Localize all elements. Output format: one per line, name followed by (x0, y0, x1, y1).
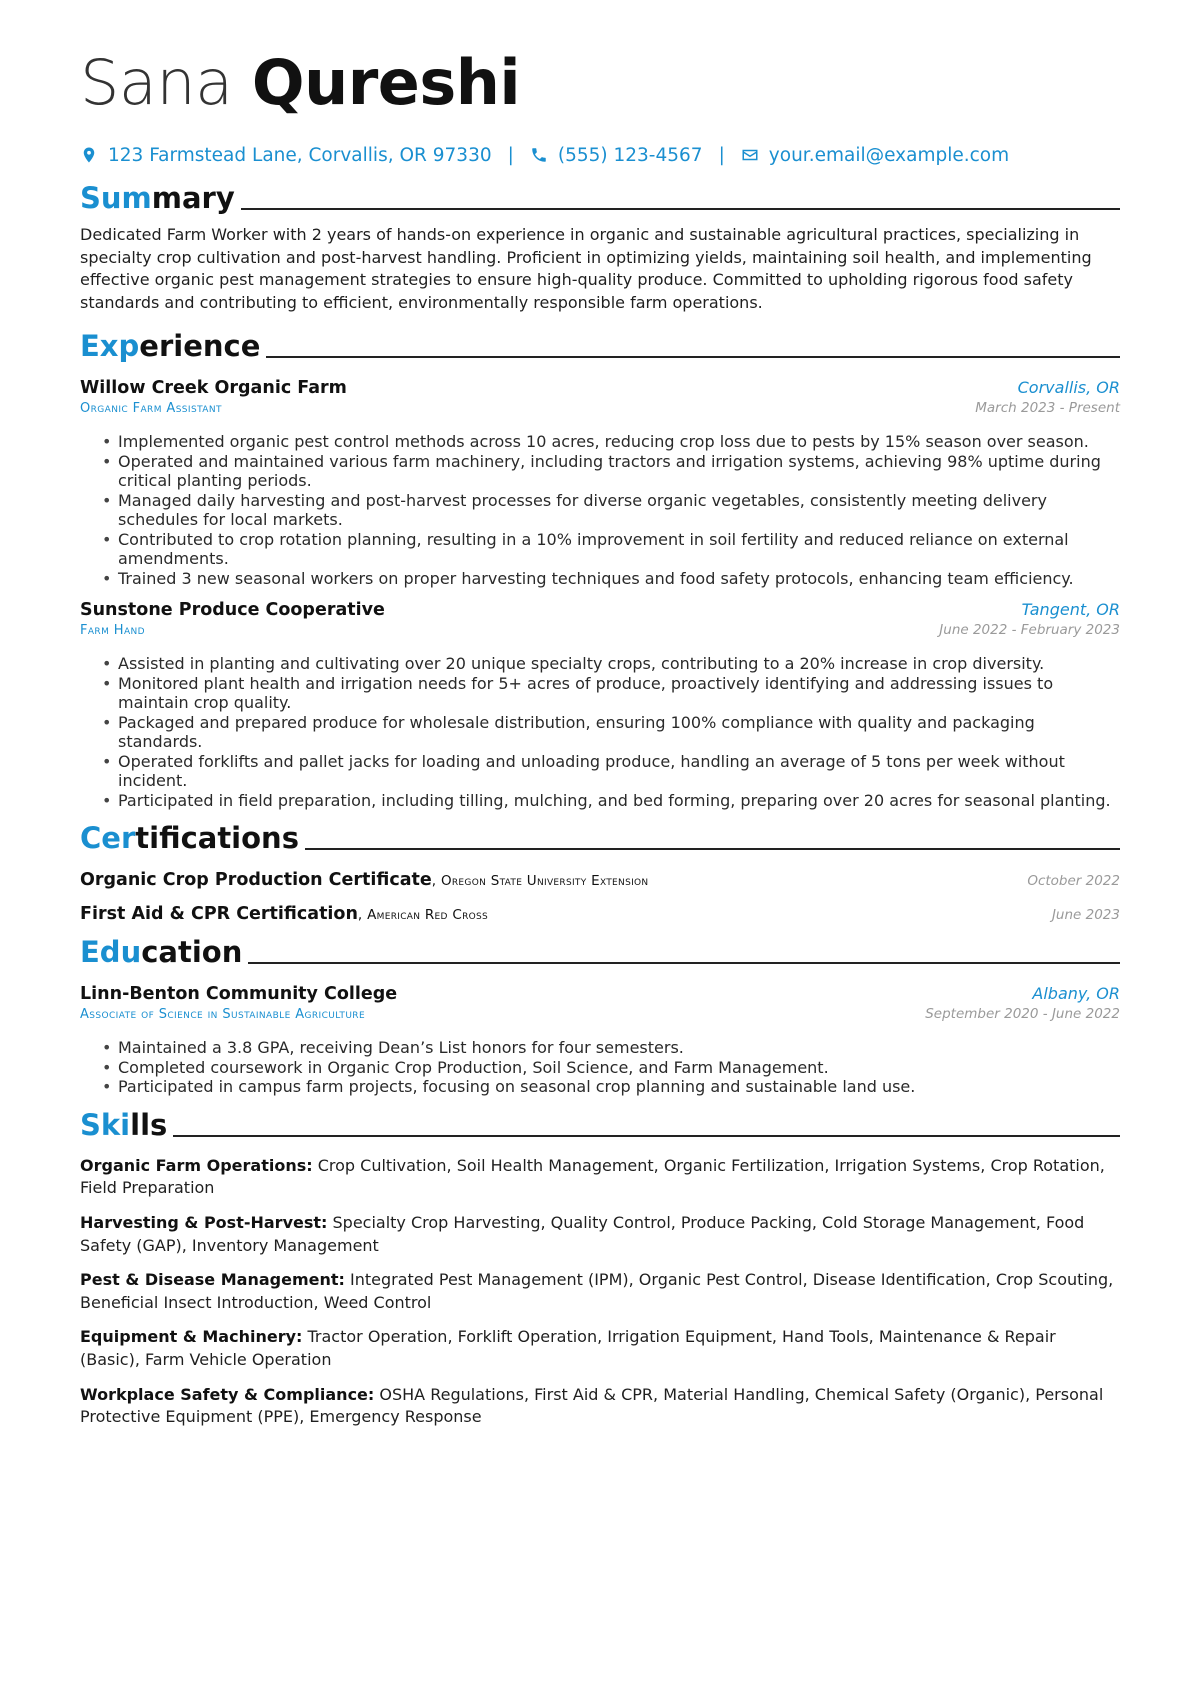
envelope-icon (741, 146, 759, 164)
summary-heading (80, 176, 1120, 216)
list-item: • Maintained a 3.8 GPA, receiving Dean’s List honors for four semesters. (102, 1038, 1120, 1058)
list-item: • Monitored plant health and irrigation needs for 5+ acres of produce, proactively identifying and addressing issues to maintain crop quality. (102, 674, 1120, 713)
list-item: • Trained 3 new seasonal workers on proper harvesting techniques and food safety protocols, enhancing team efficiency. (102, 569, 1120, 589)
phone-text: (555) 123-4567 (557, 144, 703, 166)
certification-issuer: , American Red Cross (357, 907, 489, 924)
section-rule (248, 962, 1120, 964)
list-item: • Implemented organic pest control methods across 10 acres, reducing crop loss due to pests by 15% season over season. (102, 432, 1120, 452)
experience-section (80, 324, 1120, 810)
summary-section (80, 176, 1120, 314)
address-item (80, 145, 492, 166)
address-text: 123 Farmstead Lane, Corvallis, OR 97330 (108, 144, 492, 166)
list-item: • Operated forklifts and pallet jacks for loading and unloading produce, handling an average of 5 tons per week without incident. (102, 752, 1120, 791)
title-rest: cation (141, 935, 243, 970)
certification-issuer: , Oregon State University Extension (431, 873, 649, 890)
skill-group (80, 1212, 1120, 1257)
title-accent: Ski (80, 1107, 131, 1142)
job-bullets (80, 432, 1120, 588)
job-role: Farm Hand (80, 623, 145, 639)
certifications-heading (80, 816, 1120, 856)
resume-content (80, 40, 1120, 1429)
certification-date: June 2023 (1051, 907, 1120, 924)
skill-group (80, 1155, 1120, 1200)
list-item: • Managed daily harvesting and post-harvest processes for diverse organic vegetables, consistently meeting delivery schedules for local markets. (102, 491, 1120, 530)
list-item: • Contributed to crop rotation planning, resulting in a 10% improvement in soil fertility and reduced reliance on external amendments. (102, 530, 1120, 569)
list-item: • Participated in field preparation, including tilling, mulching, and bed forming, preparing over 20 acres for seasonal planting. (102, 791, 1120, 811)
job-dates: June 2022 - February 2023 (939, 622, 1120, 639)
certification-item (80, 904, 1120, 924)
skill-items: Integrated Pest Management (IPM), Organic Pest Control, Disease Identification, Crop Scouting, Beneficial Insect Introduction, Weed Control (80, 1270, 1114, 1312)
summary-text: Dedicated Farm Worker with 2 years of hands-on experience in organic and sustainable agricultural practices, specializing in specialty crop cultivation and post-harvest handling. Proficient in optimizing yields, maintaining soil health, and implementing effective organic pest management strategies to ensure high-quality produce. Committed to upholding rigorous food safety standards and contributing to efficient, environmentally responsible farm operations. (80, 225, 1092, 312)
section-rule (173, 1135, 1120, 1137)
title-rest: lls (130, 1107, 168, 1142)
education-heading (80, 930, 1120, 970)
section-rule (305, 848, 1120, 850)
skills-section (80, 1103, 1120, 1429)
phone-item[interactable] (530, 145, 703, 166)
section-title (80, 1107, 167, 1143)
skill-label: Pest & Disease Management: (80, 1270, 345, 1290)
job-org: Willow Creek Organic Farm (80, 378, 347, 399)
candidate-name (80, 40, 1120, 126)
experience-heading (80, 324, 1120, 364)
list-item: • Operated and maintained various farm machinery, including tractors and irrigation systems, achieving 98% uptime during critical planting periods. (102, 452, 1120, 491)
section-rule (266, 356, 1120, 358)
certifications-section (80, 816, 1120, 924)
contact-separator: | (507, 144, 514, 166)
skill-items: Crop Cultivation, Soil Health Management, Organic Fertilization, Irrigation Systems, Crop Rotation, Field Preparation (80, 1155, 1105, 1198)
skills-heading (80, 1103, 1120, 1143)
section-title (80, 934, 242, 970)
list-item: • Packaged and prepared produce for wholesale distribution, ensuring 100% compliance with quality and packaging standards. (102, 713, 1120, 752)
title-accent: Edu (80, 935, 142, 970)
certification-name: First Aid & CPR Certification (80, 904, 358, 925)
section-title (80, 820, 299, 856)
title-rest: erience (139, 329, 261, 364)
skill-group (80, 1326, 1120, 1371)
skill-items: Specialty Crop Harvesting, Quality Control, Produce Packing, Cold Storage Management, Food Safety (GAP), Inventory Management (80, 1213, 1085, 1255)
title-rest: mary (151, 181, 235, 215)
skill-label: Organic Farm Operations: (80, 1155, 313, 1175)
education-section (80, 930, 1120, 1097)
education-entry (80, 984, 1120, 1097)
skill-items: OSHA Regulations, First Aid & CPR, Material Handling, Chemical Safety (Organic), Personal Protective Equipment (PPE), Emergency Response (80, 1384, 1104, 1427)
title-rest: tifications (135, 821, 299, 856)
skill-label: Workplace Safety & Compliance: (80, 1384, 375, 1404)
map-pin-icon (80, 146, 98, 164)
title-accent: Cer (80, 821, 136, 856)
skill-label: Equipment & Machinery: (80, 1327, 303, 1347)
school-location: Albany, OR (1032, 984, 1120, 1004)
title-accent: Sum (80, 181, 152, 215)
job-dates: March 2023 - Present (975, 400, 1120, 417)
skill-label: Harvesting & Post-Harvest: (80, 1213, 328, 1233)
degree: Associate of Science in Sustainable Agriculture (80, 1007, 366, 1023)
certification-item (80, 870, 1120, 890)
list-item: • Assisted in planting and cultivating over 20 unique specialty crops, contributing to a 20% increase in crop diversity. (102, 654, 1120, 674)
list-item: • Participated in campus farm projects, focusing on seasonal crop planning and sustainable land use. (102, 1077, 1120, 1097)
email-text: your.email@example.com (768, 144, 1010, 166)
email-item[interactable] (741, 145, 1009, 166)
list-item: • Completed coursework in Organic Crop Production, Soil Science, and Farm Management. (102, 1058, 1120, 1078)
school-name: Linn-Benton Community College (80, 984, 398, 1005)
phone-icon (530, 146, 548, 164)
job-org: Sunstone Produce Cooperative (80, 600, 385, 621)
last-name: Qureshi (251, 46, 521, 119)
job-location: Corvallis, OR (1017, 378, 1120, 398)
section-title (80, 180, 235, 216)
certification-name: Organic Crop Production Certificate (80, 870, 432, 891)
job-entry (80, 600, 1120, 810)
contact-line (80, 140, 1120, 170)
education-dates: September 2020 - June 2022 (925, 1006, 1120, 1023)
section-rule (241, 208, 1120, 210)
skill-group (80, 1384, 1120, 1429)
title-accent: Exp (80, 329, 140, 364)
skill-items: Tractor Operation, Forklift Operation, Irrigation Equipment, Hand Tools, Maintenance & Repair (Basic), Farm Vehicle Operation (80, 1327, 1056, 1370)
job-location: Tangent, OR (1021, 600, 1120, 620)
section-title (80, 328, 260, 364)
first-name: Sana (80, 46, 233, 119)
education-bullets (80, 1038, 1120, 1097)
certification-date: October 2022 (1027, 873, 1120, 890)
job-bullets (80, 654, 1120, 810)
job-role: Organic Farm Assistant (80, 401, 222, 417)
skill-group (80, 1269, 1120, 1314)
contact-separator: | (718, 144, 725, 166)
job-entry (80, 378, 1120, 588)
